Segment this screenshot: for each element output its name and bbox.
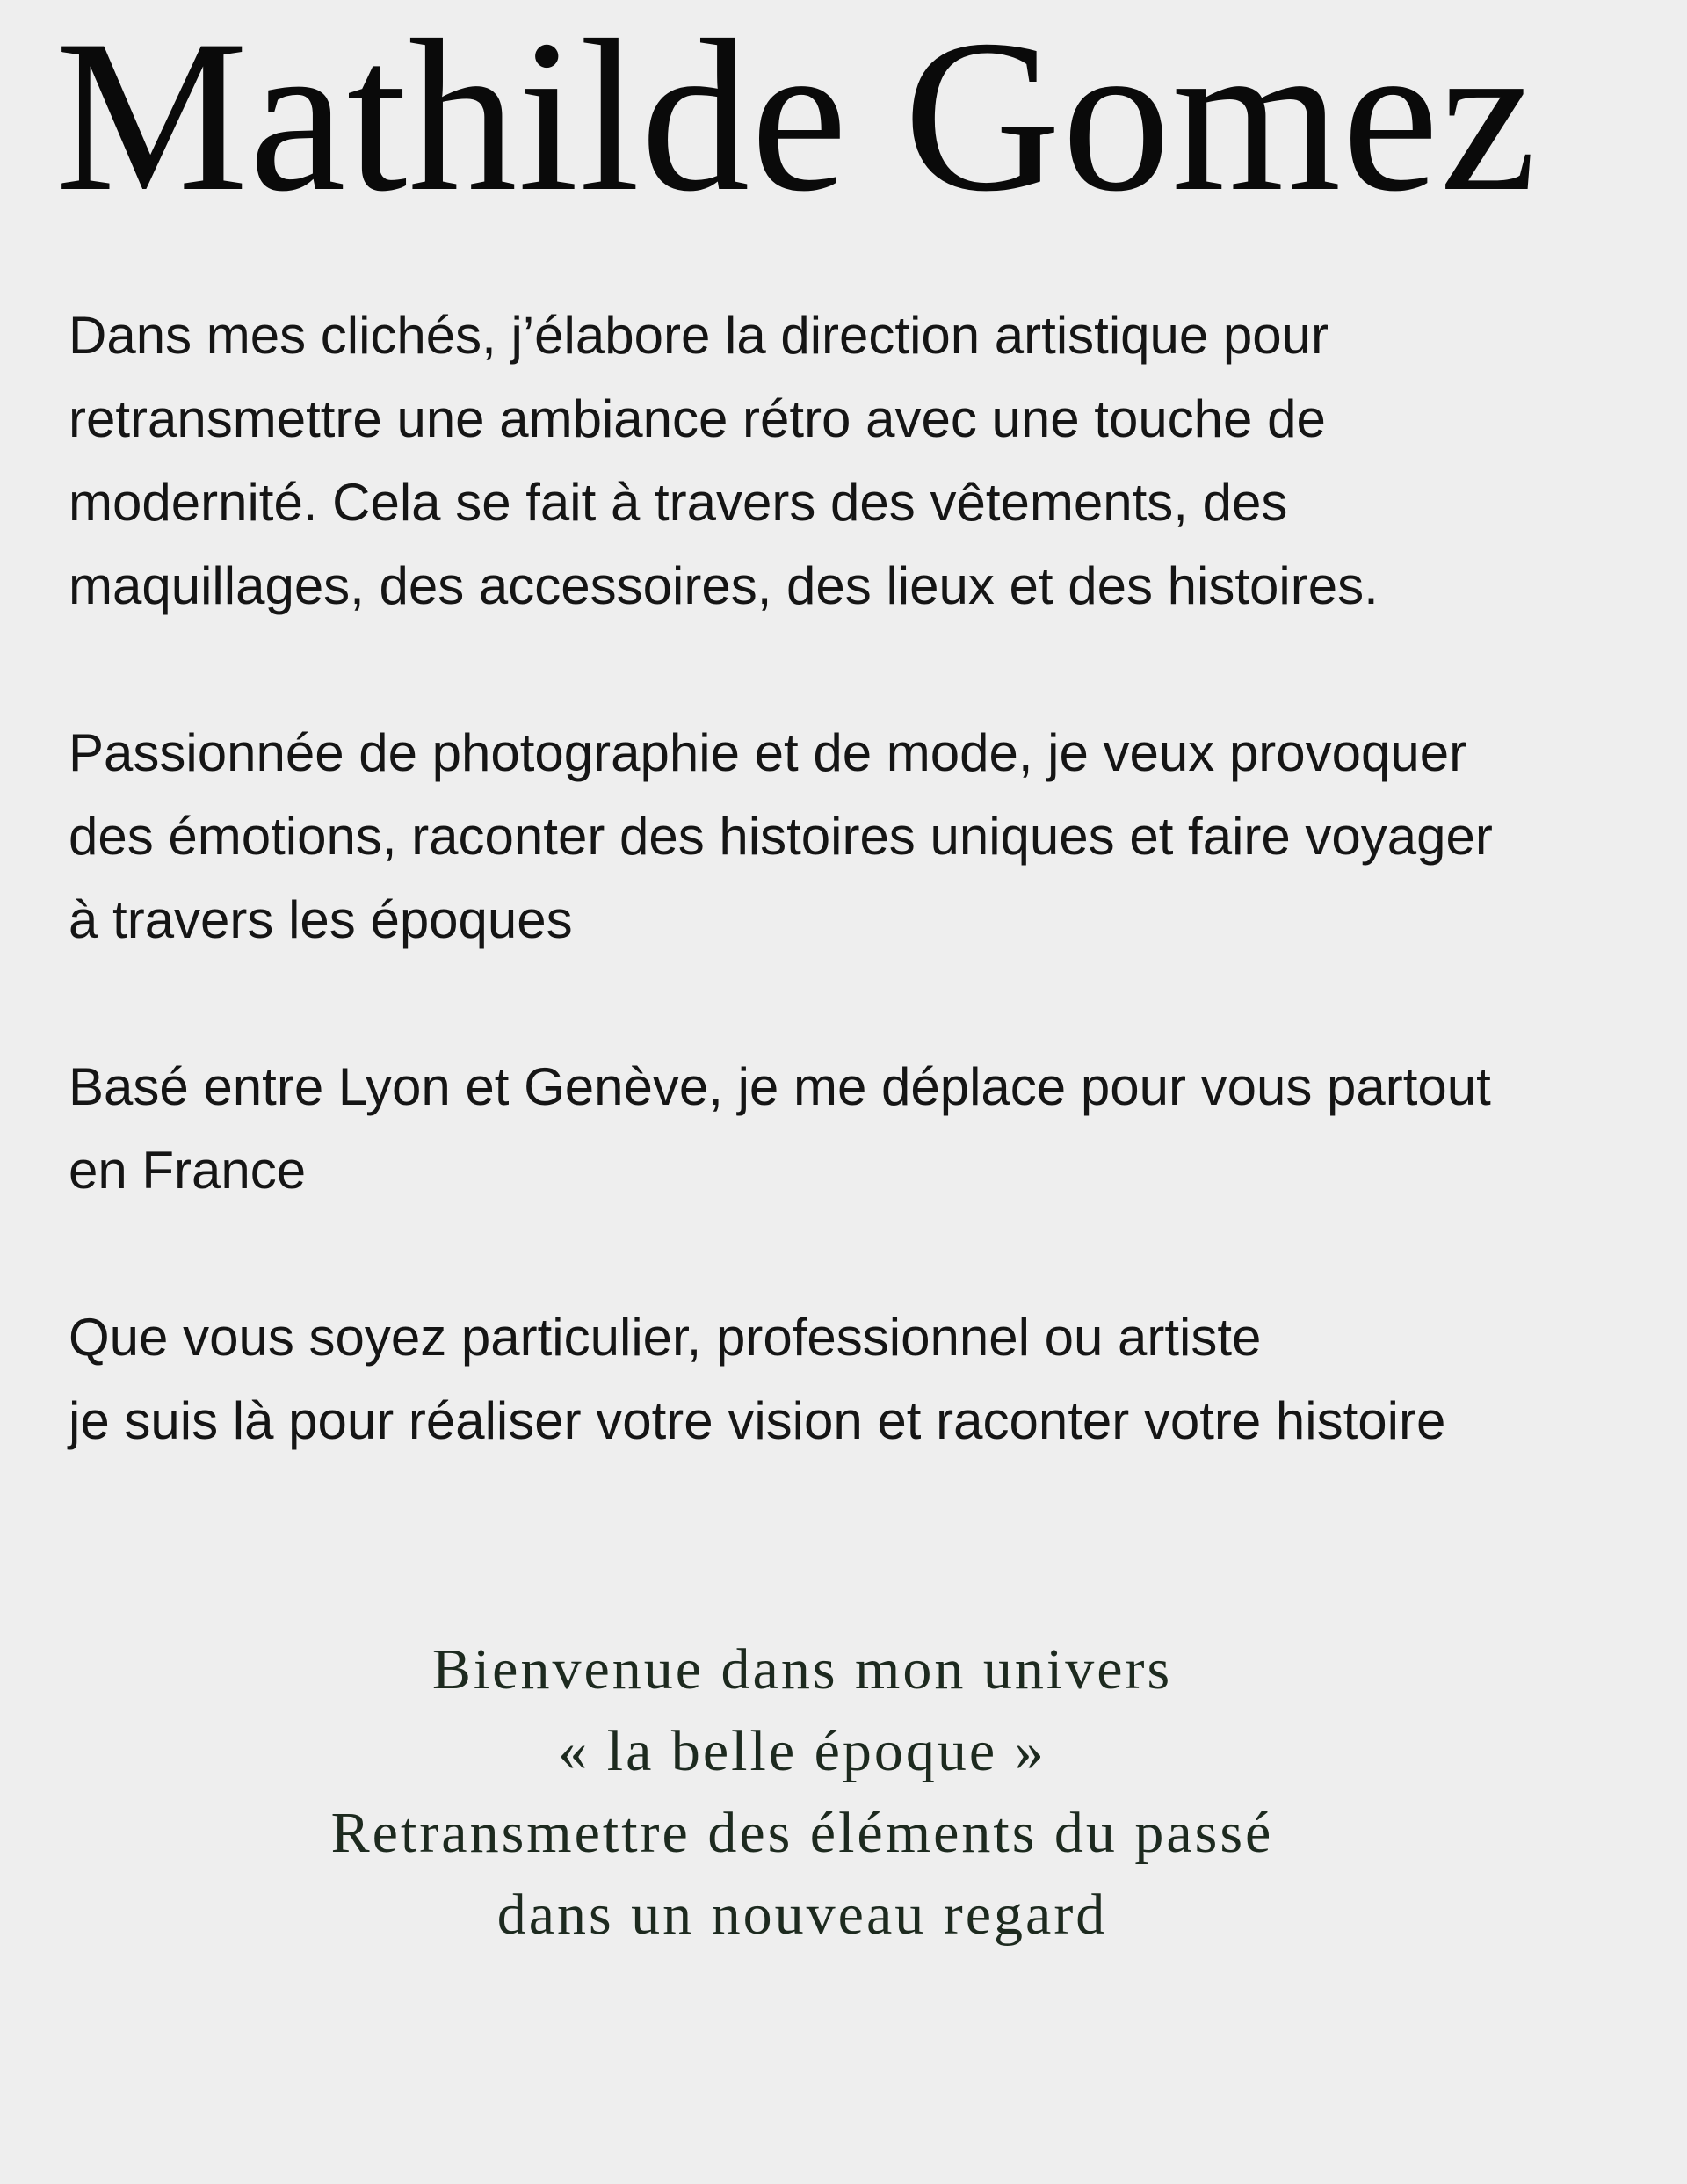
text-line: Basé entre Lyon et Genève, je me déplace pour vous partout: [69, 1057, 1491, 1116]
text-line: à travers les époques: [69, 890, 573, 949]
text-line: maquillages, des accessoires, des lieux et des histoires.: [69, 556, 1379, 615]
tagline-line: dans un nouveau regard: [496, 1883, 1108, 1947]
bio-section: [69, 294, 1615, 1462]
page-title: Mathilde Gomez: [54, 0, 1538, 236]
tagline-line: « la belle époque »: [558, 1719, 1046, 1783]
text-line: en France: [69, 1141, 307, 1200]
text-line: je suis là pour réaliser votre vision et raconter votre histoire: [69, 1391, 1446, 1450]
bio-paragraph-location: [69, 1045, 1615, 1212]
bio-paragraph-art-direction: [69, 294, 1615, 628]
text-line: Dans mes clichés, j’élabore la direction artistique pour: [69, 306, 1329, 365]
bio-paragraph-clients: [69, 1295, 1615, 1462]
text-line: retransmettre une ambiance rétro avec une touche de: [69, 389, 1326, 448]
tagline: [0, 1629, 1604, 1955]
bio-paragraph-passion: [69, 711, 1615, 961]
tagline-line: Retransmettre des éléments du passé: [330, 1801, 1274, 1865]
tagline-line: Bienvenue dans mon univers: [431, 1637, 1173, 1701]
text-line: modernité. Cela se fait à travers des vêtements, des: [69, 473, 1288, 532]
text-line: Passionnée de photographie et de mode, je veux provoquer: [69, 723, 1467, 782]
text-line: des émotions, raconter des histoires uniques et faire voyager: [69, 807, 1493, 866]
text-line: Que vous soyez particulier, professionnel ou artiste: [69, 1308, 1262, 1367]
